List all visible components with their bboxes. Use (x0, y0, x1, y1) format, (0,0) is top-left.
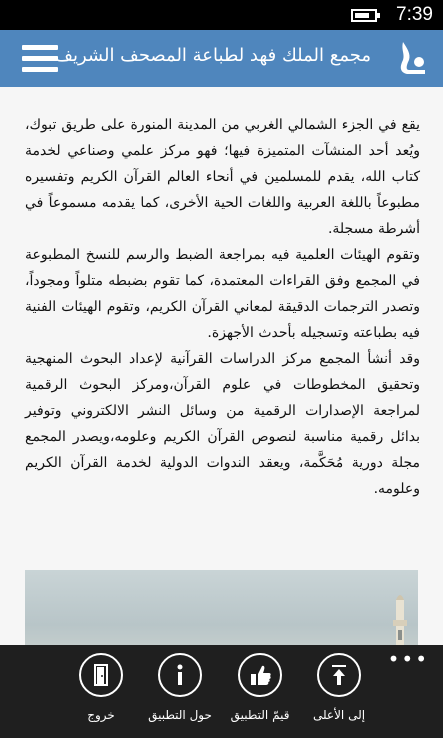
to-top-label: إلى الأعلى (312, 708, 366, 722)
status-bar (0, 0, 443, 30)
info-icon (158, 653, 202, 697)
thumbs-up-icon (238, 653, 282, 697)
exit-label: خروج (87, 708, 115, 722)
paragraph: وقد أنشأ المجمع مركز الدراسات القرآنية لإعداد البحوث المنهجية وتحقيق المخطوطات في علوم القرآن،ومركز البحوث الرقمية لمراجعة الإصدارات الرقمية من وسائل النشر الالكتروني وتوفير بدائل رقمية مناسبة لنصوص القرآن الكريم وعلومه،ويصدر المجمع مجلة دورية مُحَكَّمة، ويعقد الندوات الدولية لخدمة القرآن الكريم وعلومه. (25, 351, 420, 497)
app-header (0, 30, 443, 87)
hamburger-menu-icon[interactable] (22, 45, 58, 72)
paragraph: يقع في الجزء الشمالي الغربي من المدينة المنورة على طريق تبوك، ويُعد أحد المنشآت المتميزة فيها؛ فهو مركز علمي وصناعي لخدمة كتاب الله، يقدم للمسلمين في أنحاء العالم القرآن الكريم وتفسيره مطبوعاً باللغة العربية واللغات الحية الأخرى، كما يقدمه مسموعاً في أشرطة مسجلة. (25, 117, 420, 237)
rate-label: قيمّ التطبيق (230, 708, 290, 722)
to-top-button[interactable] (299, 653, 379, 722)
complex-photo (25, 570, 418, 645)
battery-fill (355, 13, 369, 18)
about-label: حول التطبيق (148, 708, 212, 722)
content-area[interactable] (0, 87, 443, 645)
more-options-icon[interactable]: ••• (387, 647, 429, 671)
paragraph: وتقوم الهيئات العلمية فيه بمراجعة الضبط والرسم للنسخ المطبوعة في المجمع وفق القراءات المعتمدة، كما تقوم بضبطه متلواً ومجوداً، وتصدر الترجمات الدقيقة لمعاني القرآن الكريم، وتقوم الهيئات الفنية فيه بطباعته وتسجيله بأحدث الأجهزة. (25, 247, 420, 341)
about-button[interactable] (140, 653, 220, 722)
app-title: مجمع الملك فهد لطباعة المصحف الشريف (54, 45, 371, 66)
exit-button[interactable] (61, 653, 141, 722)
status-time: 7:39 (396, 4, 433, 25)
app-bar (0, 645, 443, 738)
scroll-to-top-icon (317, 653, 361, 697)
rate-button[interactable] (220, 653, 300, 722)
article-text (25, 112, 420, 502)
exit-door-icon (79, 653, 123, 697)
complex-logo-icon (395, 40, 429, 78)
minaret-image (388, 590, 412, 645)
battery-icon (351, 9, 377, 22)
